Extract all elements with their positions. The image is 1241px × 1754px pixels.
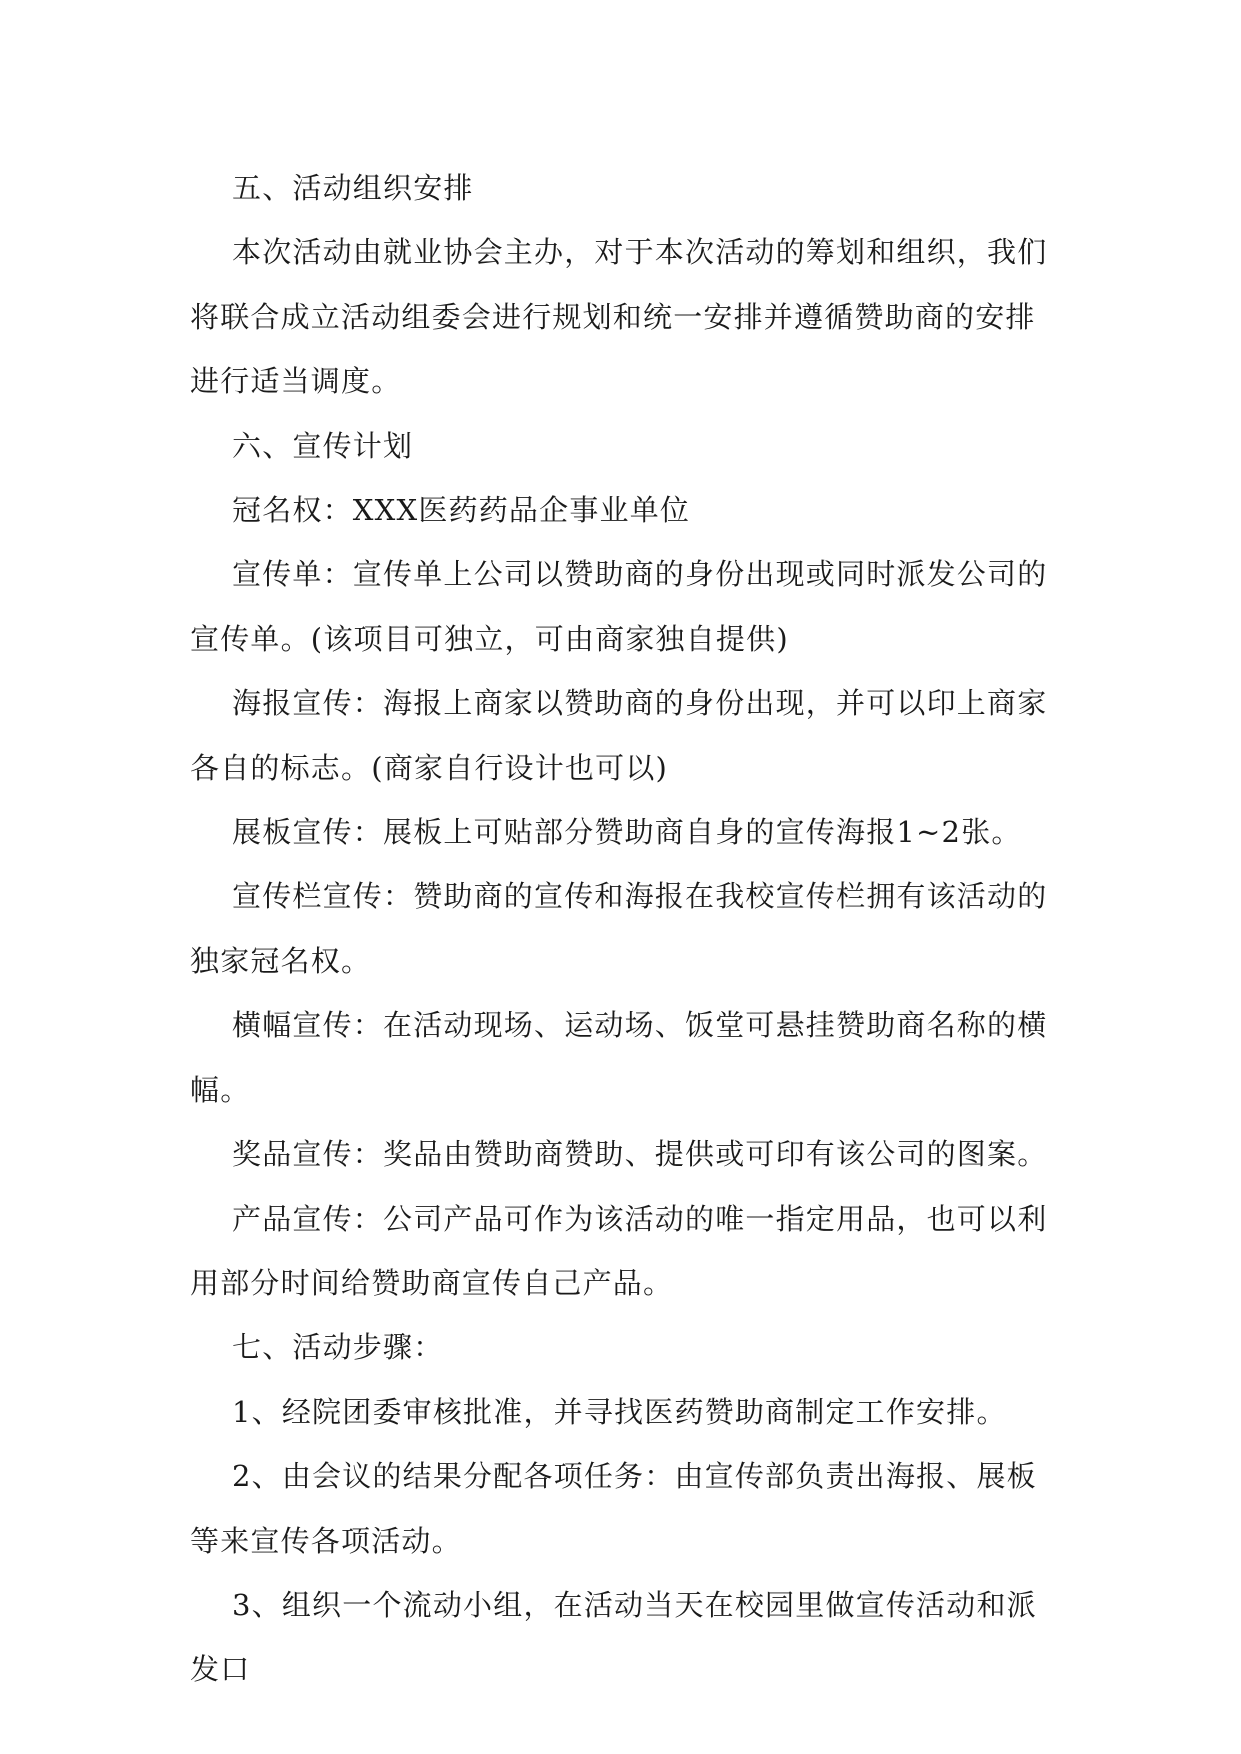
paragraph-flyers: 宣传单：宣传单上公司以赞助商的身份出现或同时派发公司的宣传单。(该项目可独立，可由商家独自提供) (190, 557, 1048, 656)
paragraph-banners: 横幅宣传：在活动现场、运动场、饭堂可悬挂赞助商名称的横幅。 (190, 1008, 1048, 1107)
paragraph-products: 产品宣传：公司产品可作为该活动的唯一指定用品，也可以利用部分时间给赞助商宣传自己产品。 (190, 1201, 1048, 1300)
paragraph-prizes: 奖品宣传：奖品由赞助商赞助、提供或可印有该公司的图案。 (232, 1137, 1048, 1172)
section-heading-publicity: 六、宣传计划 (232, 428, 414, 463)
document-body (190, 156, 1058, 1702)
paragraph-naming-rights: 冠名权：XXX医药药品企事业单位 (232, 493, 691, 528)
step-item-1: 1、经院团委审核批准，并寻找医药赞助商制定工作安排。 (232, 1394, 1007, 1429)
section-heading-organization: 五、活动组织安排 (232, 171, 474, 205)
step-item-3: 3、组织一个流动小组，在活动当天在校园里做宣传活动和派发口 (190, 1587, 1037, 1687)
step-item-2: 2、由会议的结果分配各项任务：由宣传部负责出海报、展板等来宣传各项活动。 (190, 1459, 1037, 1558)
paragraph-bulletin-board: 宣传栏宣传：赞助商的宣传和海报在我校宣传栏拥有该活动的独家冠名权。 (190, 879, 1048, 978)
paragraph-display-boards: 展板宣传：展板上可贴部分赞助商自身的宣传海报1~2张。 (232, 815, 1022, 850)
section-heading-steps: 七、活动步骤： (232, 1330, 444, 1365)
paragraph-organization: 本次活动由就业协会主办，对于本次活动的筹划和组织，我们将联合成立活动组委会进行规划和统一安排并遵循赞助商的安排进行适当调度。 (190, 235, 1048, 399)
paragraph-posters: 海报宣传：海报上商家以赞助商的身份出现，并可以印上商家各自的标志。(商家自行设计也可以) (190, 686, 1048, 785)
